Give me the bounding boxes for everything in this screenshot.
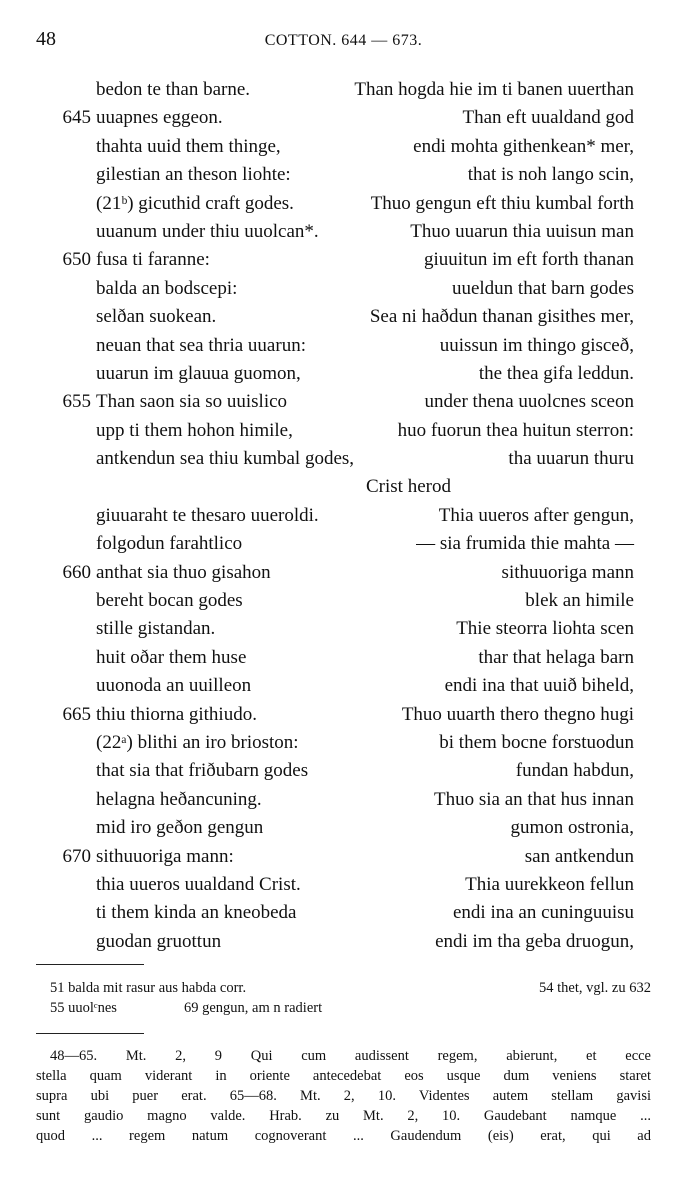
- verse-line: [0, 871, 687, 899]
- second-half-line: endi ina that uuið biheld,: [444, 675, 634, 697]
- commentary-line: quod ... regem natum cognoverant ... Gaudendum (eis) erat, qui ad: [36, 1128, 651, 1144]
- first-half-line: selðan suokean.: [96, 306, 217, 328]
- verse-line: [0, 275, 687, 303]
- verse-line: [0, 76, 687, 104]
- critical-apparatus: [36, 978, 651, 1018]
- first-half-line: giuuaraht te thesaro uueroldi.: [96, 504, 319, 526]
- second-half-line: endi im tha geba druogun,: [435, 930, 634, 952]
- commentary-line: stella quam viderant in oriente antecedebat eos usque dum veniens staret: [36, 1068, 651, 1084]
- second-half-line: Than eft uualdand god: [462, 107, 634, 129]
- verse-line: [0, 332, 687, 360]
- line-number: 655: [62, 391, 91, 413]
- first-half-line: folgodun farahtlico: [96, 533, 243, 555]
- first-half-line: (21ᵇ) gicuthid craft godes.: [96, 192, 294, 214]
- first-half-line: balda an bodscepi:: [96, 277, 238, 299]
- first-half-line: thiu thiorna githiudo.: [96, 703, 257, 725]
- verse-line: [0, 190, 687, 218]
- verse-line: [0, 615, 687, 643]
- second-half-line: fundan habdun,: [515, 760, 634, 782]
- first-half-line: bereht bocan godes: [96, 590, 243, 612]
- first-half-line: uuonoda an uuilleon: [96, 675, 252, 697]
- first-half-line: helagna heðancuning.: [96, 788, 262, 810]
- first-half-line: anthat sia thuo gisahon: [96, 561, 271, 583]
- first-half-line: thia uueros uualdand Crist.: [96, 873, 301, 895]
- verse-text: [0, 76, 687, 956]
- first-half-line: sithuuoriga mann:: [96, 845, 234, 867]
- second-half-line: thar that helaga barn: [478, 646, 634, 668]
- second-half-line: bi them bocne forstuodun: [439, 731, 634, 753]
- second-half-line: the thea gifa leddun.: [478, 362, 634, 384]
- second-half-line: Thia uurekkeon fellun: [465, 873, 634, 895]
- first-half-line: that sia that friðubarn godes: [96, 760, 309, 782]
- source-commentary: [36, 1046, 651, 1146]
- second-half-line: giuuitun im eft forth thanan: [423, 249, 634, 271]
- verse-line: [0, 757, 687, 785]
- verse-line: [0, 104, 687, 132]
- second-half-line: that is noh lango scin,: [467, 164, 634, 186]
- second-half-line: Thia uueros after gengun,: [438, 504, 634, 526]
- page-number: 48: [36, 28, 56, 50]
- second-half-line: gumon ostronia,: [510, 817, 634, 839]
- verse-line: [0, 530, 687, 558]
- second-half-line: Thuo gengun eft thiu kumbal forth: [370, 192, 634, 214]
- verse-line: [0, 502, 687, 530]
- second-half-line: uuissun im thingo gisceð,: [439, 334, 634, 356]
- first-half-line: ti them kinda an kneobeda: [96, 902, 297, 924]
- first-half-line: uuapnes eggeon.: [96, 107, 223, 129]
- verse-line: [0, 417, 687, 445]
- first-half-line: uuarun im glauua guomon,: [96, 362, 301, 384]
- second-half-line: Thie steorra liohta scen: [456, 618, 634, 640]
- verse-line: [0, 360, 687, 388]
- first-half-line: thahta uuid them thinge,: [96, 135, 281, 157]
- line-number: 665: [62, 703, 91, 725]
- first-half-line: fusa ti faranne:: [96, 249, 210, 271]
- second-half-line: under thena uuolcnes sceon: [424, 391, 634, 413]
- line-number: 645: [62, 107, 91, 129]
- verse-line: [0, 559, 687, 587]
- commentary-line: sunt gaudio magno valde. Hrab. zu Mt. 2, 10. Gaudebant namque ...: [36, 1108, 651, 1124]
- first-half-line: gilestian an theson liohte:: [96, 164, 291, 186]
- line-number: 670: [62, 845, 91, 867]
- apparatus-note: 54 thet, vgl. zu 632: [539, 980, 651, 996]
- verse-line: [0, 644, 687, 672]
- verse-line: [0, 133, 687, 161]
- running-head: COTTON. 644 — 673.: [264, 32, 423, 49]
- continuation-line: Crist herod: [366, 476, 451, 498]
- verse-line: [0, 729, 687, 757]
- verse-line: [0, 246, 687, 274]
- second-half-line: tha uuarun thuru: [508, 448, 634, 470]
- first-half-line: antkendun sea thiu kumbal godes,: [96, 448, 355, 470]
- apparatus-note: 55 uuolᶜnes: [50, 1000, 117, 1016]
- apparatus-note: 69 gengun, am n radiert: [184, 1000, 323, 1016]
- verse-line: [0, 786, 687, 814]
- verse-line: [0, 218, 687, 246]
- commentary-line: supra ubi puer erat. 65—68. Mt. 2, 10. Videntes autem stellam gavisi: [36, 1088, 651, 1104]
- verse-line: [0, 843, 687, 871]
- verse-line: [0, 672, 687, 700]
- first-half-line: guodan gruottun: [96, 930, 222, 952]
- first-half-line: huit oðar them huse: [96, 646, 247, 668]
- second-half-line: — sia frumida thie mahta —: [416, 533, 634, 555]
- apparatus-note: 51 balda mit rasur aus habda corr.: [50, 980, 247, 996]
- commentary-line: 48—65. Mt. 2, 9 Qui cum audissent regem, abierunt, et ecce: [50, 1048, 651, 1064]
- second-half-line: Than hogda hie im ti banen uuerthan: [354, 79, 634, 100]
- first-half-line: uuanum under thiu uuolcan*.: [96, 220, 319, 242]
- first-half-line: Than saon sia so uuislico: [96, 391, 288, 413]
- first-half-line: bedon te than barne.: [96, 79, 251, 100]
- first-half-line: upp ti them hohon himile,: [96, 419, 293, 441]
- apparatus-line: [36, 998, 651, 1018]
- second-half-line: huo fuorun thea huitun sterron:: [397, 419, 634, 441]
- second-half-line: blek an himile: [525, 590, 634, 612]
- first-half-line: (22ᵃ) blithi an iro brioston:: [96, 731, 299, 753]
- verse-line: [0, 587, 687, 615]
- commentary-divider: [36, 1033, 144, 1034]
- verse-line: [0, 388, 687, 416]
- apparatus-line: [36, 978, 651, 998]
- verse-line: [0, 303, 687, 331]
- verse-line: [0, 701, 687, 729]
- verse-line: [0, 814, 687, 842]
- verse-line: [0, 161, 687, 189]
- second-half-line: Thuo uuarth thero thegno hugi: [401, 703, 634, 725]
- first-half-line: neuan that sea thria uuarun:: [96, 334, 306, 356]
- first-half-line: stille gistandan.: [96, 618, 216, 640]
- second-half-line: Thuo sia an that hus innan: [434, 788, 634, 810]
- second-half-line: san antkendun: [524, 845, 634, 867]
- verse-line: [0, 899, 687, 927]
- first-half-line: mid iro geðon gengun: [96, 817, 264, 839]
- second-half-line: sithuuoriga mann: [501, 561, 634, 583]
- verse-line: [0, 473, 687, 501]
- second-half-line: endi mohta githenkean* mer,: [413, 135, 634, 157]
- second-half-line: uueldun that barn godes: [451, 277, 634, 299]
- line-number: 650: [62, 249, 91, 271]
- verse-line: [0, 928, 687, 956]
- line-number: 660: [62, 561, 91, 583]
- second-half-line: Thuo uuarun thia uuisun man: [410, 220, 634, 242]
- footnote-divider: [36, 964, 144, 965]
- second-half-line: endi ina an cuninguuisu: [453, 902, 634, 924]
- verse-line: [0, 445, 687, 473]
- second-half-line: Sea ni haðdun thanan gisithes mer,: [369, 306, 634, 328]
